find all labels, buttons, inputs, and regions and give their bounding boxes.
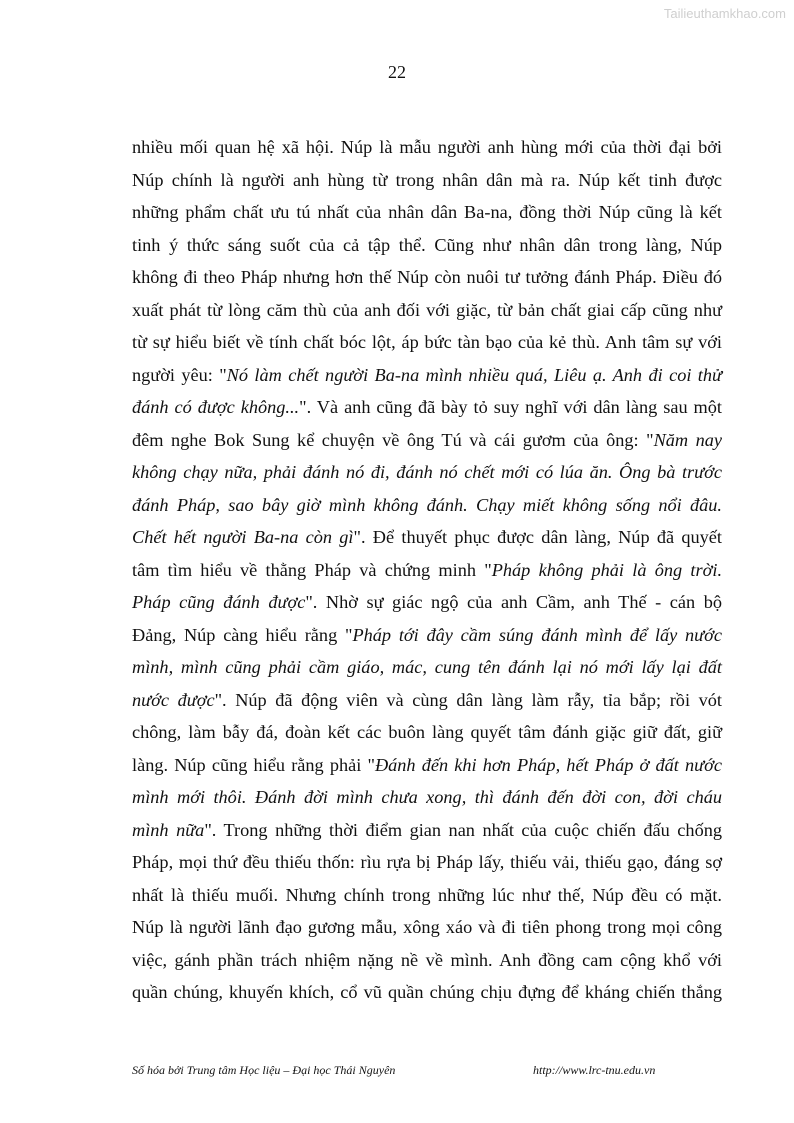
text-line (132, 554, 722, 587)
text-line (132, 814, 722, 847)
text-line (132, 326, 722, 359)
text-line (132, 846, 722, 879)
body-text-segment: Đảng, Núp càng hiểu rằng " (132, 624, 353, 645)
body-paragraph (132, 131, 722, 1009)
text-line (132, 261, 722, 294)
body-text-segment: việc, gánh phần trách nhiệm nặng nề về mình. Anh đồng cam cộng khổ với (132, 949, 722, 970)
quoted-italic-text: không chạy nữa, phải đánh nó đi, đánh nó chết mới có lúa ăn. Ông bà trước (132, 462, 722, 482)
text-line (132, 196, 722, 229)
text-line (132, 911, 722, 944)
quoted-italic-text: Năm nay (653, 429, 722, 450)
body-text-segment: Pháp, mọi thứ đều thiếu thốn: rìu rựa bị Pháp lấy, thiếu vải, thiếu gạo, đáng sợ (132, 852, 722, 872)
quoted-italic-text: Đánh đến khi hơn Pháp, hết Pháp ở đất nước (374, 754, 722, 775)
text-line (132, 684, 722, 717)
quoted-italic-text: mình mới thôi. Đánh đời mình chưa xong, thì đánh đến đời con, đời cháu (132, 787, 722, 807)
body-text-segment: ". Núp đã động viên và cùng dân làng làm rẫy, tỉa bắp; rồi vót (214, 689, 722, 710)
body-text-segment: người yêu: " (132, 364, 227, 385)
body-text-segment: ". Nhờ sự giác ngộ của anh Cầm, anh Thế - cán bộ (305, 592, 722, 612)
body-text-segment: những phẩm chất ưu tú nhất của nhân dân Ba-na, đồng thời Núp cũng là kết (132, 202, 722, 222)
text-line (132, 229, 722, 262)
body-text-segment: từ sự hiểu biết về tính chất bóc lột, áp bức tàn bạo của kẻ thù. Anh tâm sự với (132, 332, 722, 352)
quoted-italic-text: Pháp cũng đánh được (132, 592, 306, 612)
text-line (132, 456, 722, 489)
body-text-segment: quần chúng, khuyến khích, cổ vũ quần chúng chịu đựng để kháng chiến thắng (132, 982, 722, 1002)
body-text-segment: Núp là người lãnh đạo gương mẫu, xông xáo và đi tiên phong trong mọi công (132, 917, 722, 937)
text-line (132, 651, 722, 684)
text-line (132, 391, 722, 424)
text-line (132, 586, 722, 619)
watermark-text: Tailieuthamkhao.com (663, 6, 786, 21)
body-text-segment: tinh ý thức sáng suốt của cả tập thể. Cũng như nhân dân trong làng, Núp (132, 234, 722, 255)
body-text-segment: ". Trong những thời điểm gian nan nhất của cuộc chiến đấu chống (204, 819, 722, 840)
text-line (132, 424, 722, 457)
body-text-segment: nhiều mối quan hệ xã hội. Núp là mẫu người anh hùng mới của thời đại bởi (132, 137, 722, 157)
body-text-segment: tâm tìm hiểu về thằng Pháp và chứng minh " (132, 559, 492, 580)
text-line (132, 489, 722, 522)
text-line (132, 164, 722, 197)
text-line (132, 716, 722, 749)
body-text-segment: đêm nghe Bok Sung kể chuyện về ông Tú và cái gươm của ông: " (132, 429, 654, 450)
text-line (132, 879, 722, 912)
text-line (132, 131, 722, 164)
text-line (132, 359, 722, 392)
text-line (132, 976, 722, 1009)
body-text-segment: xuất phát từ lòng căm thù của anh đối với giặc, từ bản chất giai cấp cũng như (132, 299, 722, 320)
body-text-segment: ". Và anh cũng đã bày tỏ suy nghĩ với dân làng sau một (299, 397, 722, 417)
quoted-italic-text: đánh có được không... (132, 397, 300, 417)
text-line (132, 294, 722, 327)
page-number: 22 (388, 62, 406, 82)
text-line (132, 749, 722, 782)
body-text-segment: làng. Núp cũng hiểu rằng phải " (132, 754, 375, 775)
body-text-segment: chông, làm bẫy đá, đoàn kết các buôn làng quyết tâm đánh giặc giữ đất, giữ (132, 722, 722, 742)
body-text-segment: nhất là thiếu muối. Nhưng chính trong những lúc như thế, Núp đều có mặt. (132, 884, 722, 905)
text-line (132, 521, 722, 554)
quoted-italic-text: đánh Pháp, sao bây giờ mình không đánh. Chạy miết không sống nổi đâu. (132, 494, 722, 515)
quoted-italic-text: mình, mình cũng phải cầm giáo, mác, cung tên đánh lại nó mới lấy lại đất (132, 657, 722, 677)
quoted-italic-text: Pháp không phải là ông trời. (491, 559, 723, 580)
quoted-italic-text: mình nữa (132, 819, 205, 840)
footer-source: Số hóa bởi Trung tâm Học liệu – Đại học Thái Nguyên (132, 1063, 396, 1077)
footer-url-link[interactable]: http://www.lrc-tnu.edu.vn (533, 1063, 656, 1077)
body-text-segment: không đi theo Pháp nhưng hơn thế Núp còn nuôi tư tưởng đánh Pháp. Điều đó (132, 267, 722, 287)
body-text-segment: ". Để thuyết phục được dân làng, Núp đã quyết (353, 527, 722, 547)
quoted-italic-text: Chết hết người Ba-na còn gì (132, 527, 354, 547)
text-line (132, 619, 722, 652)
body-text-segment: Núp chính là người anh hùng từ trong nhân dân mà ra. Núp kết tinh được (132, 169, 722, 190)
quoted-italic-text: Pháp tới đây cầm súng đánh mình để lấy nước (352, 624, 722, 645)
text-line (132, 944, 722, 977)
quoted-italic-text: nước được (132, 689, 215, 710)
quoted-italic-text: Nó làm chết người Ba-na mình nhiều quá, Liêu ạ. Anh đi coi thử (226, 364, 722, 385)
text-line (132, 781, 722, 814)
